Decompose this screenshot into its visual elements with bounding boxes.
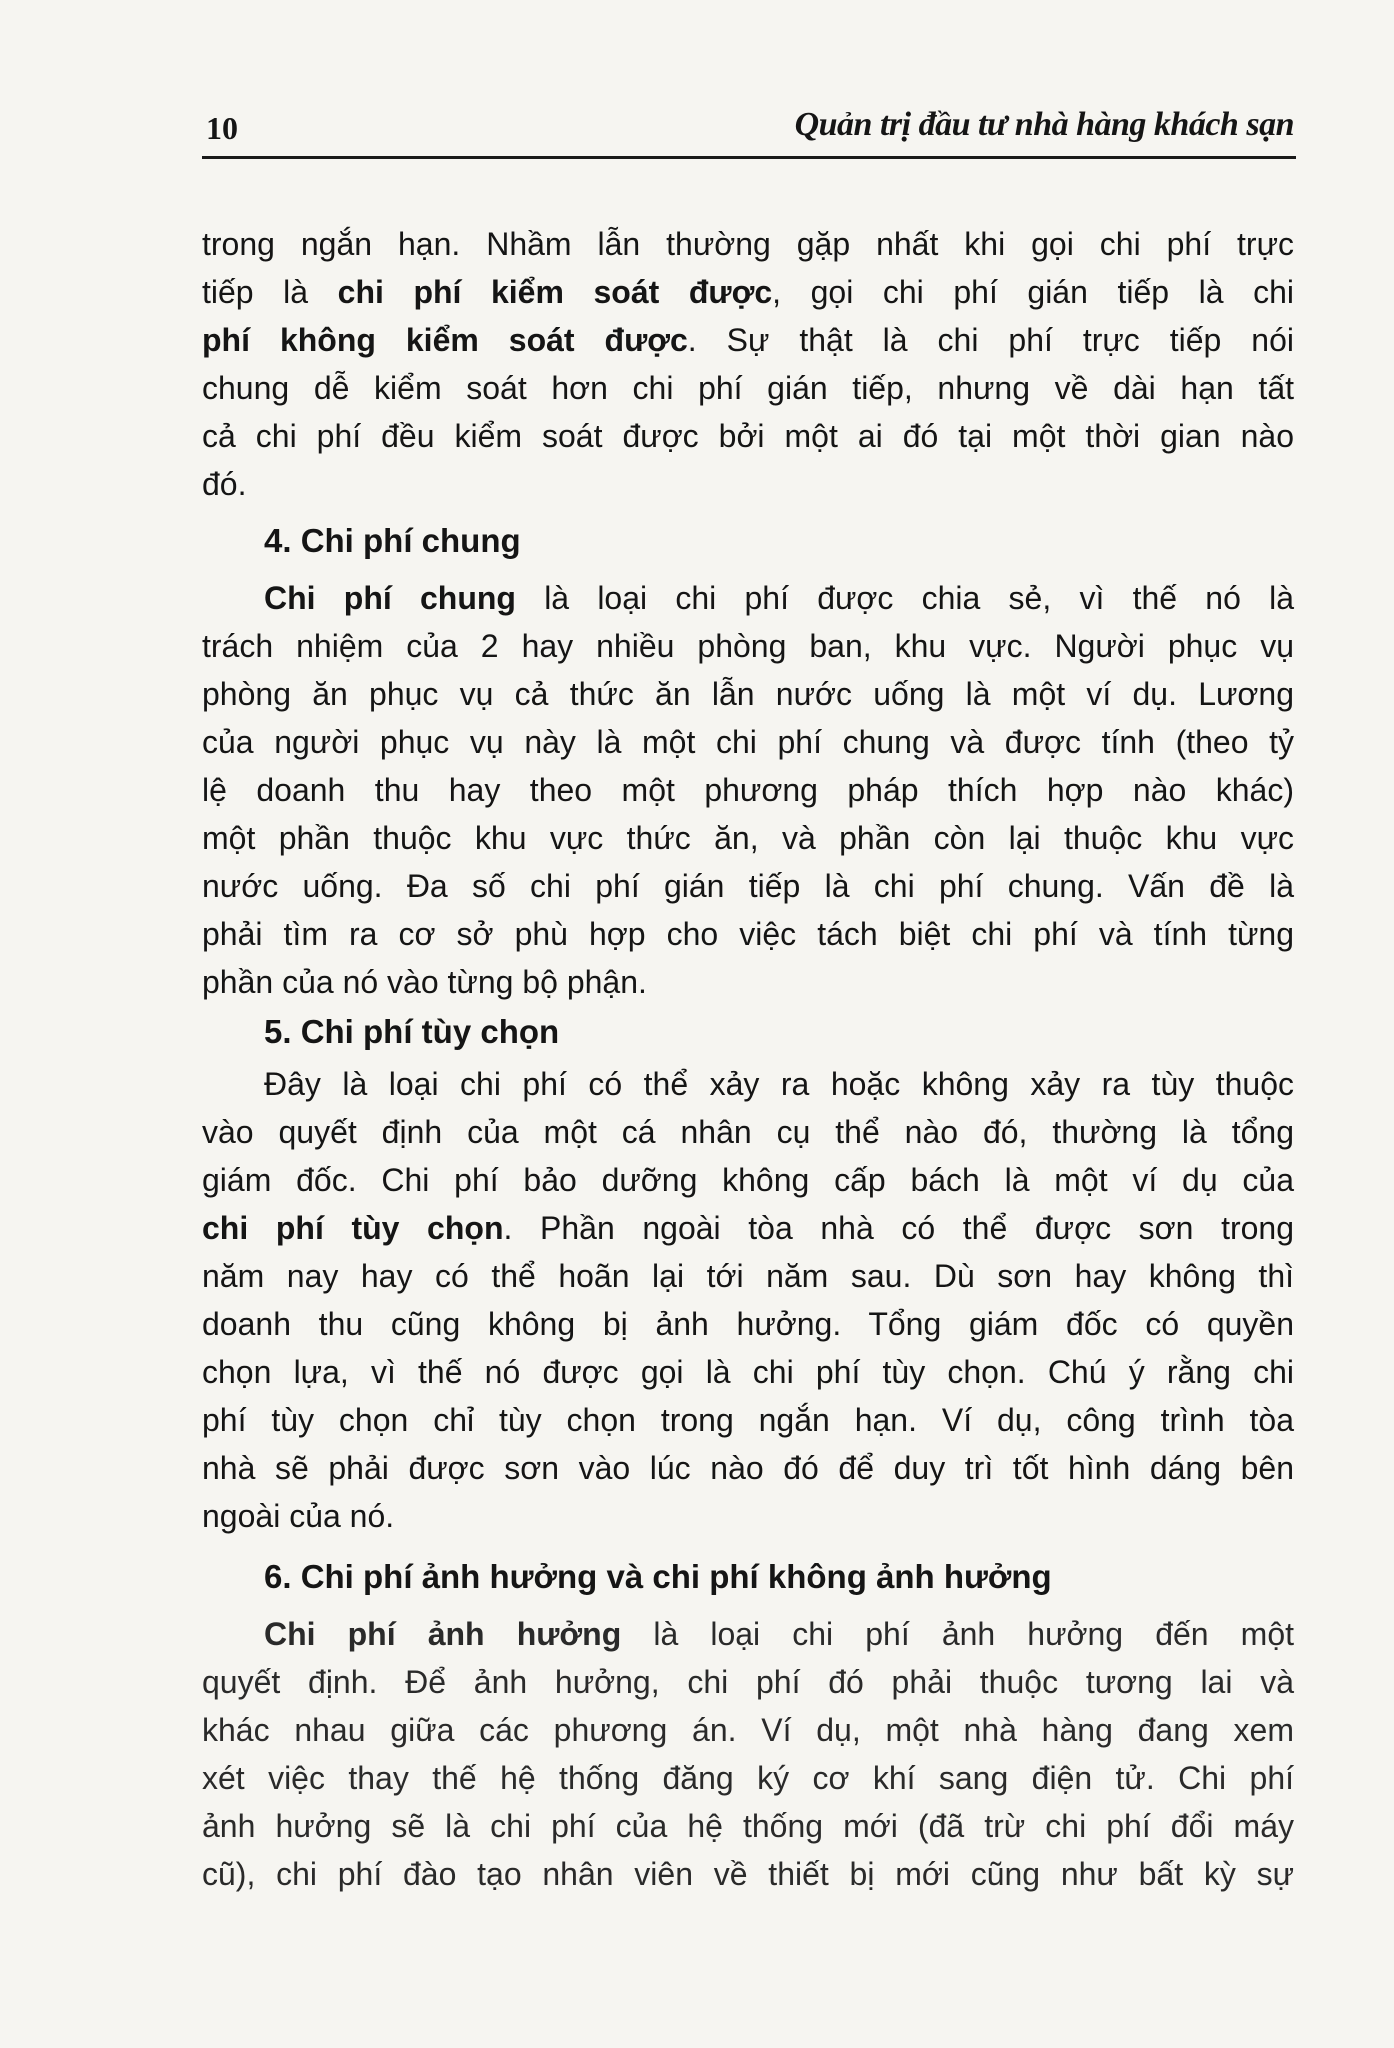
- text-run: lệ doanh thu hay theo một phương pháp thích hợp nào khác): [202, 772, 1294, 808]
- text-line: [202, 1396, 1294, 1444]
- text-run: cũ), chi phí đào tạo nhân viên về thiết bị mới cũng như bất kỳ sự: [202, 1856, 1294, 1892]
- text-line: [202, 1204, 1294, 1252]
- text-line: [202, 1610, 1294, 1658]
- bold-term: Chi phí ảnh hưởng: [264, 1616, 622, 1652]
- text-run: . Phần ngoài tòa nhà có thể được sơn trong: [503, 1210, 1295, 1246]
- text-run: đó.: [202, 466, 247, 502]
- text-line: [202, 412, 1294, 460]
- text-run: quyết định. Để ảnh hưởng, chi phí đó phải thuộc tương lai và: [202, 1664, 1294, 1700]
- text-line: [202, 364, 1294, 412]
- text-line: [202, 1156, 1294, 1204]
- paragraph-chi-phi-anh-huong: [202, 1610, 1294, 1898]
- section-heading-5: 5. Chi phí tùy chọn: [264, 1013, 560, 1050]
- text-line: [202, 316, 1294, 364]
- text-line: [202, 670, 1294, 718]
- text-run: . Sự thật là chi phí trực tiếp nói: [687, 322, 1294, 358]
- text-run: ngoài của nó.: [202, 1498, 395, 1534]
- text-line: [202, 1754, 1294, 1802]
- text-run: cả chi phí đều kiểm soát được bởi một ai đó tại một thời gian nào: [202, 418, 1294, 454]
- text-line: [202, 718, 1294, 766]
- paragraph-chi-phi-tuy-chon: [202, 1060, 1294, 1540]
- text-run: phần của nó vào từng bộ phận.: [202, 964, 647, 1000]
- text-run: một phần thuộc khu vực thức ăn, và phần còn lại thuộc khu vực: [202, 820, 1294, 856]
- text-run: nhà sẽ phải được sơn vào lúc nào đó để duy trì tốt hình dáng bên: [202, 1450, 1294, 1486]
- text-run: doanh thu cũng không bị ảnh hưởng. Tổng giám đốc có quyền: [202, 1306, 1294, 1342]
- text-run: năm nay hay có thể hoãn lại tới năm sau. Dù sơn hay không thì: [202, 1258, 1294, 1294]
- text-line: [202, 1802, 1294, 1850]
- header-rule: [202, 156, 1296, 159]
- text-line: [202, 1850, 1294, 1898]
- bold-term: chi phí kiểm soát được: [337, 274, 773, 310]
- section-heading-6: 6. Chi phí ảnh hưởng và chi phí không ảnh hưởng: [264, 1558, 1052, 1595]
- text-line: [202, 460, 1294, 508]
- text-line: [202, 958, 1294, 1006]
- text-line: [202, 1492, 1294, 1540]
- text-run: là loại chi phí được chia sẻ, vì thế nó là: [515, 580, 1295, 616]
- text-run: chung dễ kiểm soát hơn chi phí gián tiếp, nhưng về dài hạn tất: [202, 370, 1294, 406]
- text-run: vào quyết định của một cá nhân cụ thể nào đó, thường là tổng: [202, 1114, 1294, 1150]
- text-line: [202, 1300, 1294, 1348]
- text-run: xét việc thay thế hệ thống đăng ký cơ khí sang điện tử. Chi phí: [202, 1760, 1294, 1796]
- text-run: nước uống. Đa số chi phí gián tiếp là chi phí chung. Vấn đề là: [202, 868, 1294, 904]
- text-run: khác nhau giữa các phương án. Ví dụ, một nhà hàng đang xem: [202, 1712, 1294, 1748]
- text-line: [202, 1108, 1294, 1156]
- text-run: ảnh hưởng sẽ là chi phí của hệ thống mới (đã trừ chi phí đổi máy: [202, 1808, 1294, 1844]
- text-line: [202, 1706, 1294, 1754]
- text-line: [202, 862, 1294, 910]
- text-run: tiếp là: [202, 274, 338, 310]
- text-line: [202, 622, 1294, 670]
- text-run: là loại chi phí ảnh hưởng đến một: [621, 1616, 1295, 1652]
- text-run: chọn lựa, vì thế nó được gọi là chi phí tùy chọn. Chú ý rằng chi: [202, 1354, 1294, 1390]
- text-run: phòng ăn phục vụ cả thức ăn lẫn nước uống là một ví dụ. Lương: [202, 676, 1294, 712]
- text-line: [202, 1252, 1294, 1300]
- running-header-title: Quản trị đầu tư nhà hàng khách sạn: [794, 106, 1294, 143]
- bold-term: chi phí tùy chọn: [202, 1210, 504, 1246]
- text-run: trong ngắn hạn. Nhầm lẫn thường gặp nhất khi gọi chi phí trực: [202, 226, 1294, 262]
- text-line: [202, 910, 1294, 958]
- text-line: [202, 268, 1294, 316]
- text-line: [202, 574, 1294, 622]
- text-run: phải tìm ra cơ sở phù hợp cho việc tách biệt chi phí và tính từng: [202, 916, 1294, 952]
- section-heading-4: 4. Chi phí chung: [264, 522, 521, 559]
- page-number: 10: [206, 110, 238, 146]
- bold-term: phí không kiểm soát được: [202, 322, 688, 358]
- text-line: [202, 1658, 1294, 1706]
- paragraph-chi-phi-chung: [202, 574, 1294, 1006]
- text-run: , gọi chi phí gián tiếp là chi: [772, 274, 1295, 310]
- text-line: [202, 220, 1294, 268]
- text-run: của người phục vụ này là một chi phí chung và được tính (theo tỷ: [202, 724, 1294, 760]
- bold-term: Chi phí chung: [264, 580, 516, 616]
- text-line: [202, 766, 1294, 814]
- text-run: giám đốc. Chi phí bảo dưỡng không cấp bách là một ví dụ của: [202, 1162, 1294, 1198]
- text-run: phí tùy chọn chỉ tùy chọn trong ngắn hạn. Ví dụ, công trình tòa: [202, 1402, 1294, 1438]
- text-line: [202, 1348, 1294, 1396]
- paragraph-continued: [202, 220, 1294, 508]
- text-line: [202, 1060, 1294, 1108]
- text-run: Đây là loại chi phí có thể xảy ra hoặc không xảy ra tùy thuộc: [264, 1066, 1294, 1102]
- text-line: [202, 1444, 1294, 1492]
- text-run: trách nhiệm của 2 hay nhiều phòng ban, khu vực. Người phục vụ: [202, 628, 1294, 664]
- text-line: [202, 814, 1294, 862]
